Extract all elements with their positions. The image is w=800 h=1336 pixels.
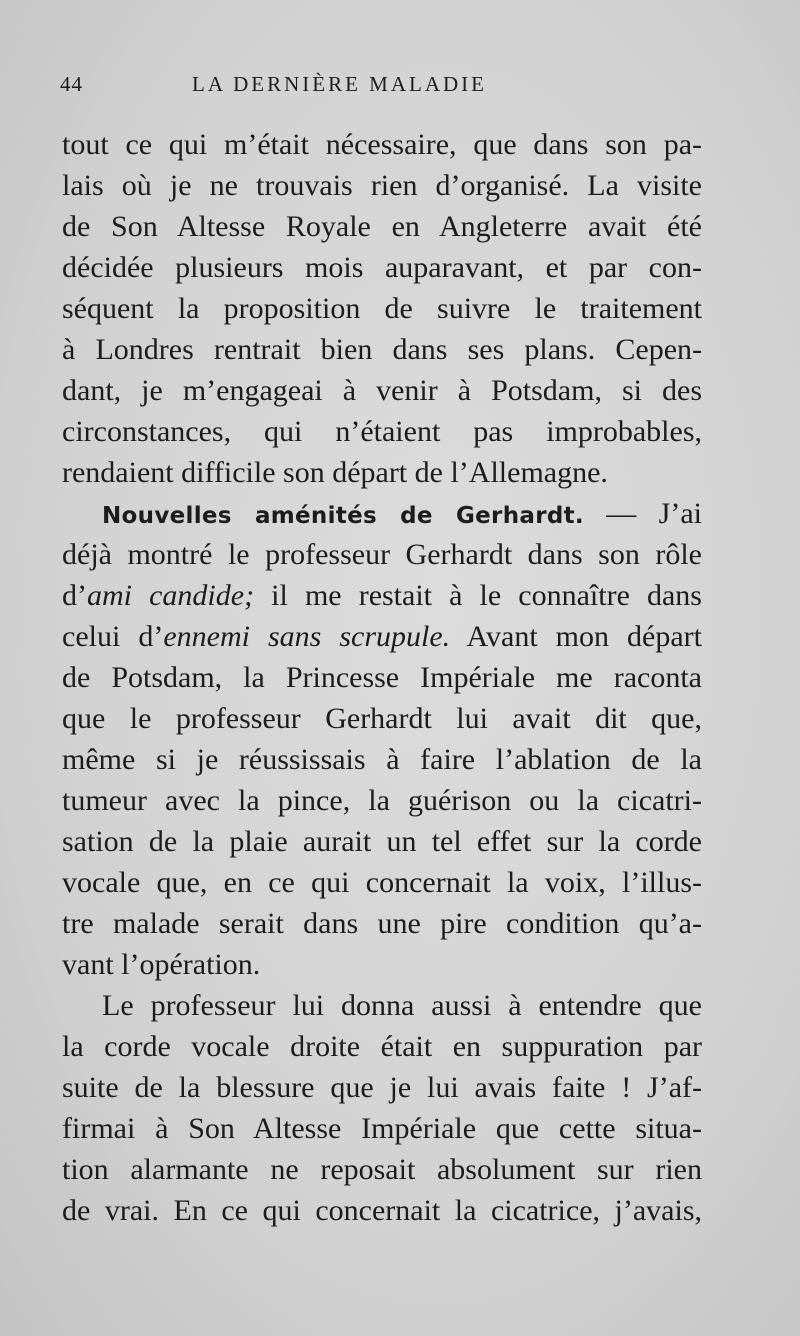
text-line (62, 616, 702, 657)
page-header (60, 72, 700, 102)
text-line: firmai à Son Altesse Impériale que cette situa- (62, 1112, 702, 1145)
heading-continuation: — J’ai (583, 497, 702, 530)
text-line: lais où je ne trouvais rien d’organisé. La visite (62, 169, 702, 202)
text-line: Le professeur lui donna aussi à entendre que (102, 989, 702, 1022)
text-line: de Potsdam, la Princesse Impériale me raconta (62, 661, 702, 694)
text-line: circonstances, qui n’étaient pas improbables, (62, 415, 702, 448)
text-line: suite de la blessure que je lui avais faite ! J’af- (62, 1071, 702, 1104)
text-line: déjà montré le professeur Gerhardt dans son rôle (62, 538, 702, 571)
text-line: rendaient difficile son départ de l’Allemagne. (62, 456, 608, 489)
text-fragment: il me restait à le connaître dans (254, 579, 702, 612)
text-line: la corde vocale droite était en suppuration par (62, 1030, 702, 1063)
text-line: de vrai. En ce qui concernait la cicatrice, j’avais, (62, 1194, 702, 1227)
italic-phrase: ennemi sans scrupule. (163, 620, 451, 653)
text-line: tumeur avec la pince, la guérison ou la cicatri- (62, 784, 702, 817)
text-fragment: Avant mon départ (450, 620, 702, 653)
body-text (62, 124, 702, 1231)
page-number: 44 (60, 72, 83, 96)
text-line: à Londres rentrait bien dans ses plans. Cepen- (62, 333, 702, 366)
text-line: de Son Altesse Royale en Angleterre avait été (62, 210, 702, 243)
text-line: tre malade serait dans une pire condition qu’a- (62, 907, 702, 940)
text-line: décidée plusieurs mois auparavant, et par con- (62, 251, 702, 284)
text-line: tion alarmante ne reposait absolument sur rien (62, 1153, 702, 1186)
text-line: tout ce qui m’était nécessaire, que dans son pa- (62, 128, 702, 161)
text-line (62, 493, 702, 534)
text-line: dant, je m’engageai à venir à Potsdam, si des (62, 374, 702, 407)
italic-phrase: ami candide; (87, 579, 255, 612)
text-line: que le professeur Gerhardt lui avait dit que, (62, 702, 702, 735)
text-fragment: celui d’ (62, 620, 164, 653)
section-heading: Nouvelles aménités de Gerhardt. (102, 503, 584, 529)
running-title: LA DERNIÈRE MALADIE (192, 72, 487, 96)
text-line: séquent la proposition de suivre le traitement (62, 292, 702, 325)
text-line: sation de la plaie aurait un tel effet sur la corde (62, 825, 702, 858)
text-line: vant l’opération. (62, 948, 261, 981)
text-line: vocale que, en ce qui concernait la voix, l’illus- (62, 866, 702, 899)
text-fragment: d’ (62, 579, 87, 612)
text-line: même si je réussissais à faire l’ablation de la (62, 743, 702, 776)
text-line (62, 575, 702, 616)
